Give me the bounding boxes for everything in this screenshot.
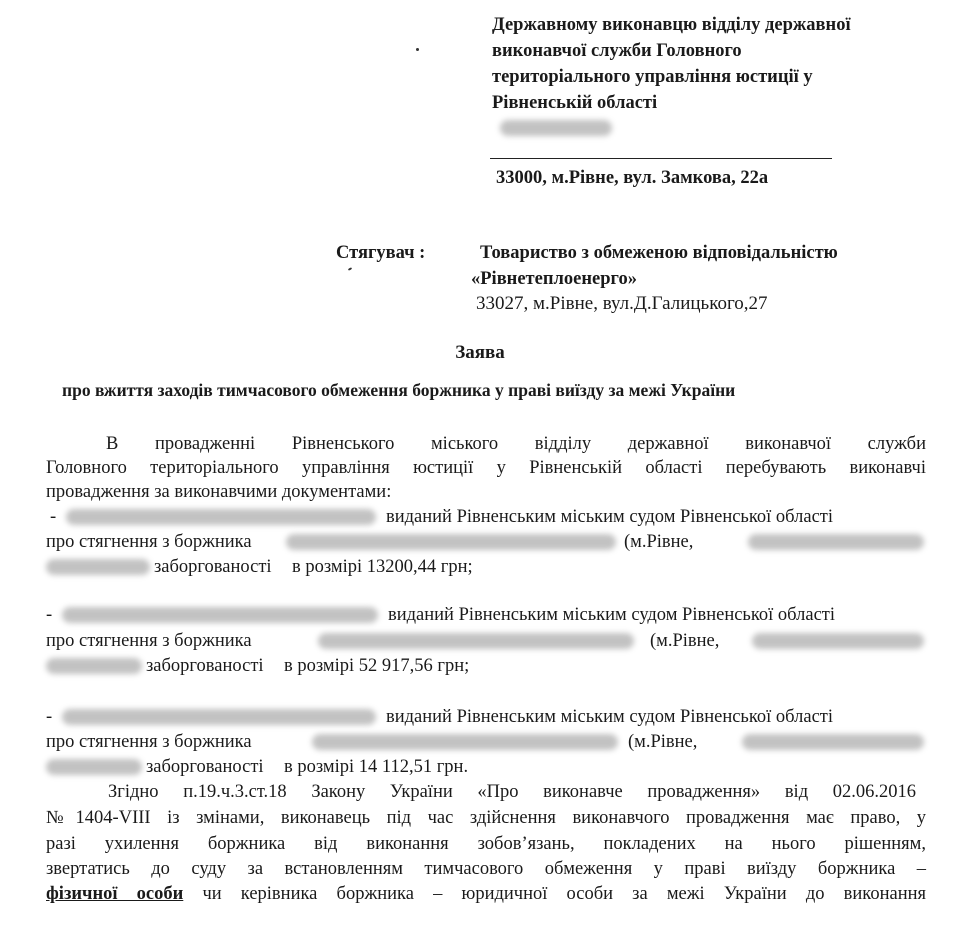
item-dash: -	[50, 507, 57, 527]
item-dash: -	[46, 605, 53, 625]
item-city: (м.Рівне,	[628, 732, 698, 752]
intro-line-3: провадження за виконавчими документами:	[46, 482, 392, 502]
recipient-line-4: Рівненській області	[492, 93, 658, 113]
item-amount: в розмірі 52 917,56 грн;	[284, 656, 470, 676]
emphasized-phrase: фізичної особи	[46, 884, 184, 904]
claimant-address: 33027, м.Рівне, вул.Д.Галицького,27	[476, 293, 768, 314]
claimant-name-line-2: «Рівнетеплоенерго»	[471, 269, 637, 289]
recipient-line-1: Державному виконавцю відділу державної	[492, 15, 851, 35]
intro-line-2: Головного територіального управління юстиції у Рівненській області перебувають виконавчі	[46, 458, 926, 478]
claimant-label: Стягувач :	[336, 243, 426, 263]
redacted-apartment	[46, 559, 150, 575]
redacted-street	[748, 534, 924, 550]
item-debt-word: заборгованості	[146, 656, 264, 676]
item-issued: виданий Рівненським міським судом Рівненської області	[386, 707, 834, 727]
signature-rule	[490, 158, 832, 159]
recipient-line-2: виконавчої служби Головного	[492, 41, 742, 61]
redacted-debtor-name	[312, 734, 618, 750]
item-collect: про стягнення з боржника	[46, 631, 252, 651]
closing-line-1: Згідно п.19.ч.3.ст.18 Закону України «Про виконавче провадження» від 02.06.2016	[108, 782, 916, 802]
document-subtitle: про вжиття заходів тимчасового обмеження боржника у праві виїзду за межі України	[62, 380, 736, 400]
item-city: (м.Рівне,	[624, 532, 694, 552]
redacted-name	[500, 120, 612, 136]
closing-line-5	[46, 882, 926, 907]
redacted-apartment	[46, 759, 142, 775]
item-collect: про стягнення з боржника	[46, 532, 252, 552]
closing-line-5-rest: чи керівника боржника – юридичної особи за межі України до виконання	[202, 884, 927, 904]
item-issued: виданий Рівненським міським судом Рівненської області	[386, 507, 834, 527]
redacted-street	[752, 633, 924, 649]
redacted-case-number	[62, 607, 378, 623]
item-issued: виданий Рівненським міським судом Рівненської області	[388, 605, 836, 625]
claimant-name-line-1: Товариство з обмеженою відповідальністю	[480, 243, 838, 263]
item-city: (м.Рівне,	[650, 631, 720, 651]
closing-line-4: звертатись до суду за встановленням тимчасового обмеження у праві виїзду боржника –	[46, 859, 926, 879]
redacted-debtor-name	[286, 534, 616, 550]
closing-line-3: разі ухилення боржника від виконання зобов’язань, покладених на нього рішенням,	[46, 834, 926, 854]
item-amount: в розмірі 14 112,51 грн.	[284, 757, 469, 777]
item-debt-word: заборгованості	[146, 757, 264, 777]
intro-line-1: В провадженні Рівненського міського відділу державної виконавчої служби	[106, 434, 926, 454]
item-amount: в розмірі 13200,44 грн;	[292, 557, 473, 577]
redacted-debtor-name	[318, 633, 634, 649]
redacted-case-number	[62, 709, 376, 725]
item-debt-word: заборгованості	[154, 557, 272, 577]
redacted-street	[742, 734, 924, 750]
redacted-case-number	[66, 509, 376, 525]
scan-speck	[348, 267, 352, 271]
document-title: Заява	[455, 342, 505, 363]
redacted-apartment	[46, 658, 142, 674]
scan-speck	[416, 48, 419, 51]
item-collect: про стягнення з боржника	[46, 732, 252, 752]
recipient-line-3: територіального управління юстиції у	[492, 67, 813, 87]
item-dash: -	[46, 707, 53, 727]
recipient-address: 33000, м.Рівне, вул. Замкова, 22а	[496, 168, 769, 188]
closing-line-2: №1404-VIII із змінами, виконавець під час здійснення виконавчого провадження має право, у	[46, 808, 926, 828]
